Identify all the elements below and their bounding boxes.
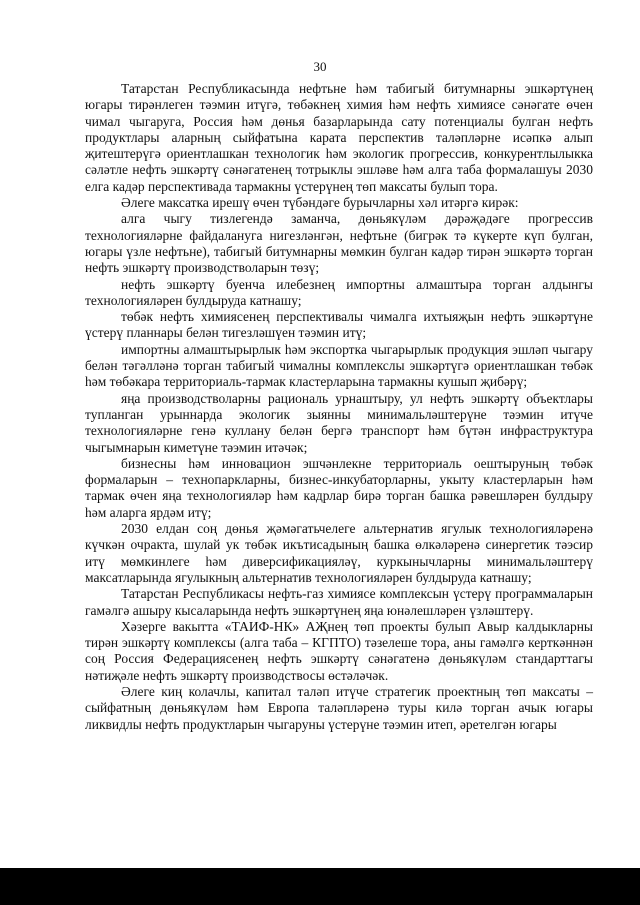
paragraph: Татарстан Республикасында нефтьне һәм табигый битумнарны эшкәртүнең югары тирәнлеген тәэмин итүгә, төбәкнең химия һәм нефть химиясе сәнәгате өчен чимал чыгаруга, Россия һәм дөнья базарларында сату потенциалы булган нефть продуктлары аларның сыйфатына карата перспектив таләпләрне исәпкә алып җитештерүгә ориентлашкан технологик һәм экологик прогрессив, конкурентлылыкка сәләтле нефть эшкәртү сәнәгатенең тотрыклы эшләве һәм алга таба формалашуы 2030 елга кадәр перспективада тармакны үстерүнең төп максаты булып тора.	[85, 81, 593, 194]
paragraph: алга чыгу тизлегендә заманча, дөньякүләм дәрәҗәдәге прогрессив технологияләрне файдалануга нигезләнгән, нефтьне (бигрәк тә күкерте күп булган, югары үзле нефтьне), табигый битумнарны мөмкин булган кадәр тирән эшкәртә торган нефть эшкәртү производстволарын төзү;	[85, 211, 593, 276]
bottom-border	[0, 868, 640, 905]
paragraph: яңа производстволарны рациональ урнаштыру, ул нефть эшкәртү объектлары тупланган урыннарда экологик зыянны минимальләштерүне тәэмин итүче технологияләрне генә куллану белән бергә транспорт һәм бүтән инфраструктура чыгымнарын киметүне тәэмин итәчәк;	[85, 390, 593, 455]
document-body	[85, 81, 593, 733]
paragraph: импортны алмаштырырлык һәм экспортка чыгарырлык продукция эшләп чыгару белән тәгәлләнә торган табигый чималны комплекслы эшкәртүгә ориентлашкан төбәк һәм төбәкара территориаль-тармак кластерларына тармакны кушып җибәрү;	[85, 341, 593, 390]
paragraph: нефть эшкәртү буенча илебезнең импортны алмаштыра торган алдынгы технологияләрен булдыруда катнашу;	[85, 276, 593, 308]
paragraph: Татарстан Республикасы нефть-газ химиясе комплексын үстерү программаларын гамәлгә ашыру кысаларында нефть эшкәртүнең яңа юнәлешләрен үзләштерү.	[85, 586, 593, 618]
paragraph: Әлеге максатка ирешү өчен түбәндәге бурычларны хәл итәргә кирәк:	[121, 195, 519, 211]
paragraph: 2030 елдан соң дөнья җәмәгатьчелеге альтернатив ягулык технологияләренә күчкән очракта, шулай ук төбәк икътисадының башка өлкәләренә синергетик тәэсир итү мөмкинлеге һәм диверсификацияләү, куркынычларны минимальләштерү максатларында ягулыкның альтернатив технологияләрен булдыруда катнашу;	[85, 521, 593, 585]
paragraph: Әлеге киң колачлы, капитал таләп итүче стратегик проектның төп максаты – сыйфатның дөньякүләм һәм Европа таләпләренә туры килә торган ачык югары ликвидлы нефть продуктларын чыгаруны үстерүне тәэмин итеп, әретелгән югары	[85, 683, 593, 732]
paragraph: Хәзерге вакытта «ТАИФ-НК» АҖнең төп проекты булып Авыр калдыкларны тирән эшкәртү комплексы (алга таба – КГПТО) тәзелеше тора, аны гамәлгә керткәннән соң Россия Федерациясенең нефть эшкәртү сәнәгатенә дөньякүләм стандарттагы нәтиҗәле нефть эшкәртү производствосы өстәләчәк.	[85, 618, 593, 683]
page-number: 30	[313, 59, 327, 74]
paragraph: төбәк нефть химиясенең перспективалы чималга ихтыяҗын нефть эшкәртүне үстерү планнары белән тигезләшүен тәэмин итү;	[85, 309, 593, 341]
paragraph: бизнесны һәм инновацион эшчәнлекне территориаль оештыруның төбәк формаларын – технопаркларны, бизнес-инкубаторларны, укыту кластерларын һәм тармак өчен яңа технологияләр һәм кадрлар бирә торган башка рәвешләрен булдыру һәм аларга ярдәм итү;	[85, 455, 593, 520]
